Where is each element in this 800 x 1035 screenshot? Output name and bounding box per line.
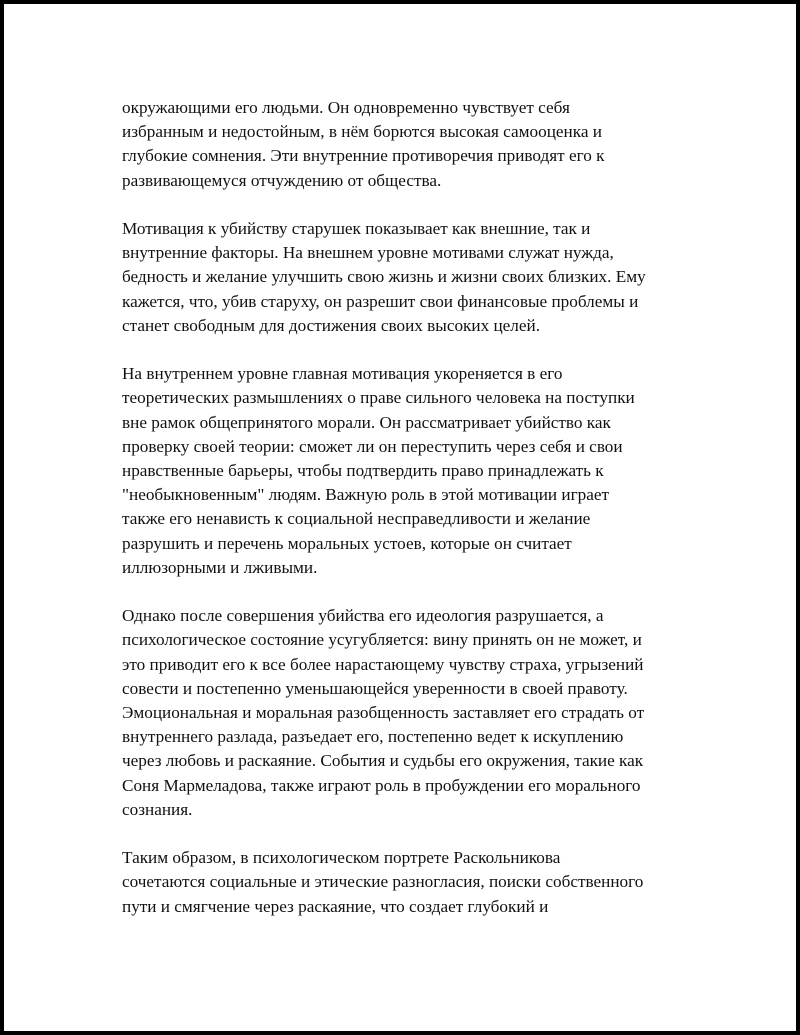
paragraph-3	[122, 362, 702, 580]
text-line: сознания.	[122, 799, 193, 819]
text-line: станет свободным для достижения своих высоких целей.	[122, 315, 541, 335]
text-line: избранным и недостойным, в нём борются высокая самооценка и	[122, 122, 602, 142]
text-line: "необыкновенным" людям. Важную роль в этой мотивации играет	[122, 485, 610, 505]
text-line: кажется, что, убив старуху, он разрешит свои финансовые проблемы и	[122, 291, 639, 311]
text-line: Мотивация к убийству старушек показывает как внешние, так и	[122, 219, 591, 238]
text-line: вне рамок общепринятого морали. Он рассматривает убийство как	[122, 412, 611, 432]
text-line: Таким образом, в психологическом портрете Раскольникова	[122, 848, 561, 868]
text-line: Соня Мармеладова, также играют роль в пробуждении его морального	[122, 775, 641, 795]
paragraph-2	[122, 217, 702, 338]
text-line: теоретических размышлениях о праве сильного человека на поступки	[122, 388, 635, 408]
text-line: проверку своей теории: сможет ли он переступить через себя и свои	[122, 436, 623, 456]
text-line: Эмоциональная и моральная разобщенность заставляет его страдать от	[122, 703, 645, 723]
paragraph-4	[122, 604, 702, 822]
text-line: это приводит его к все более нарастающему чувству страха, угрызений	[122, 654, 644, 674]
text-line: через любовь и раскаяние. События и судьбы его окружения, такие как	[122, 751, 644, 771]
text-line: разрушить и перечень моральных устоев, которые он считает	[122, 533, 572, 553]
document-body	[122, 96, 702, 943]
text-line: психологическое состояние усугубляется: вину принять он не может, и	[122, 630, 642, 650]
text-line: развивающемуся отчуждению от общества.	[122, 170, 442, 190]
text-line: глубокие сомнения. Эти внутренние противоречия приводят его к	[122, 146, 605, 166]
paragraph-5	[122, 846, 702, 919]
text-line: нравственные барьеры, чтобы подтвердить право принадлежать к	[122, 461, 604, 481]
text-line: также его ненависть к социальной несправедливости и желание	[122, 509, 591, 529]
text-line: бедность и желание улучшить свою жизнь и жизни своих близких. Ему	[122, 267, 646, 287]
text-line: иллюзорными и лживыми.	[122, 557, 318, 577]
text-line: совести и постепенно уменьшающейся уверенности в своей правоту.	[122, 678, 628, 698]
text-line: внутреннего разлада, разъедает его, постепенно ведет к искуплению	[122, 727, 624, 747]
paragraph-1	[122, 96, 702, 193]
text-line: сочетаются социальные и этические разногласия, поиски собственного	[122, 872, 644, 892]
text-line: окружающими его людьми. Он одновременно чувствует себя	[122, 98, 570, 117]
text-line: пути и смягчение через раскаяние, что создает глубокий и	[122, 896, 549, 916]
text-line: внутренние факторы. На внешнем уровне мотивами служат нужда,	[122, 243, 614, 263]
text-line: Однако после совершения убийства его идеология разрушается, а	[122, 606, 604, 626]
text-line: На внутреннем уровне главная мотивация укореняется в его	[122, 364, 563, 384]
